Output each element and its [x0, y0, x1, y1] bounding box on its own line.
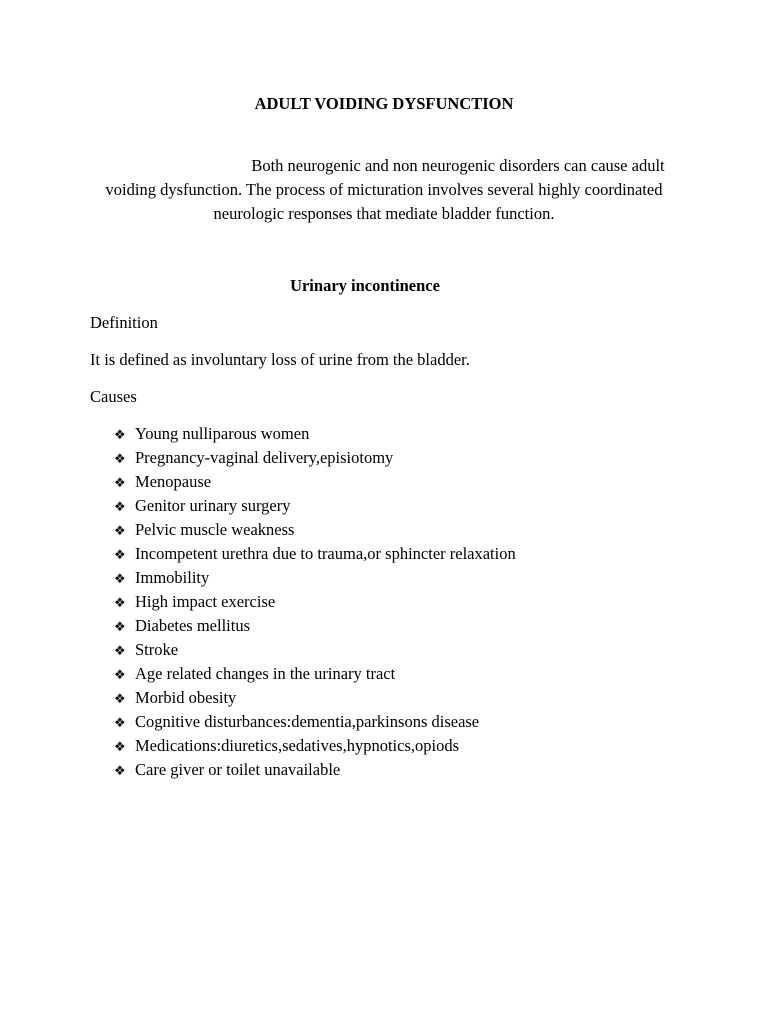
list-item-text: Pregnancy-vaginal delivery,episiotomy — [135, 448, 394, 467]
list-item-text: Menopause — [135, 472, 212, 491]
list-item — [114, 638, 516, 662]
list-item — [114, 686, 516, 710]
list-item-text: High impact exercise — [135, 592, 276, 611]
list-item — [114, 758, 516, 782]
diamond-bullet-icon: ❖ — [114, 500, 126, 515]
list-item-text: Young nulliparous women — [135, 424, 310, 443]
intro-paragraph — [100, 154, 668, 226]
diamond-bullet-icon: ❖ — [114, 716, 126, 731]
list-item — [114, 734, 516, 758]
list-item-text: Care giver or toilet unavailable — [135, 760, 341, 779]
causes-list — [114, 422, 516, 782]
list-item — [114, 566, 516, 590]
list-item — [114, 614, 516, 638]
list-item-text: Incompetent urethra due to trauma,or sphincter relaxation — [135, 544, 516, 563]
diamond-bullet-icon: ❖ — [114, 668, 126, 683]
diamond-bullet-icon: ❖ — [114, 620, 126, 635]
diamond-bullet-icon: ❖ — [114, 596, 126, 611]
diamond-bullet-icon: ❖ — [114, 692, 126, 707]
causes-label: Causes — [90, 387, 137, 406]
list-item-text: Morbid obesity — [135, 688, 237, 707]
list-item-text: Pelvic muscle weakness — [135, 520, 295, 539]
list-item-text: Genitor urinary surgery — [135, 496, 291, 515]
list-item — [114, 518, 516, 542]
list-item — [114, 470, 516, 494]
list-item — [114, 446, 516, 470]
list-item — [114, 494, 516, 518]
list-item-text: Age related changes in the urinary tract — [135, 664, 396, 683]
intro-text: Both neurogenic and non neurogenic disorders can cause adult voiding dysfunction. The process of micturation involves several highly coordinated neurologic responses that mediate bladder function. — [105, 156, 665, 223]
diamond-bullet-icon: ❖ — [114, 764, 126, 779]
list-item — [114, 662, 516, 686]
definition-text: It is defined as involuntary loss of urine from the bladder. — [90, 350, 470, 369]
list-item-text: Stroke — [135, 640, 179, 659]
list-item — [114, 710, 516, 734]
definition-label: Definition — [90, 313, 158, 332]
diamond-bullet-icon: ❖ — [114, 428, 126, 443]
list-item — [114, 422, 516, 446]
list-item-text: Cognitive disturbances:dementia,parkinsons disease — [135, 712, 480, 731]
list-item-text: Medications:diuretics,sedatives,hypnotics,opiods — [135, 736, 459, 755]
diamond-bullet-icon: ❖ — [114, 644, 126, 659]
diamond-bullet-icon: ❖ — [114, 524, 126, 539]
diamond-bullet-icon: ❖ — [114, 452, 126, 467]
list-item-text: Immobility — [135, 568, 210, 587]
list-item-text: Diabetes mellitus — [135, 616, 251, 635]
diamond-bullet-icon: ❖ — [114, 572, 126, 587]
list-item — [114, 590, 516, 614]
document-title: ADULT VOIDING DYSFUNCTION — [254, 94, 514, 113]
diamond-bullet-icon: ❖ — [114, 740, 126, 755]
diamond-bullet-icon: ❖ — [114, 476, 126, 491]
diamond-bullet-icon: ❖ — [114, 548, 126, 563]
list-item — [114, 542, 516, 566]
section-heading: Urinary incontinence — [290, 276, 440, 295]
